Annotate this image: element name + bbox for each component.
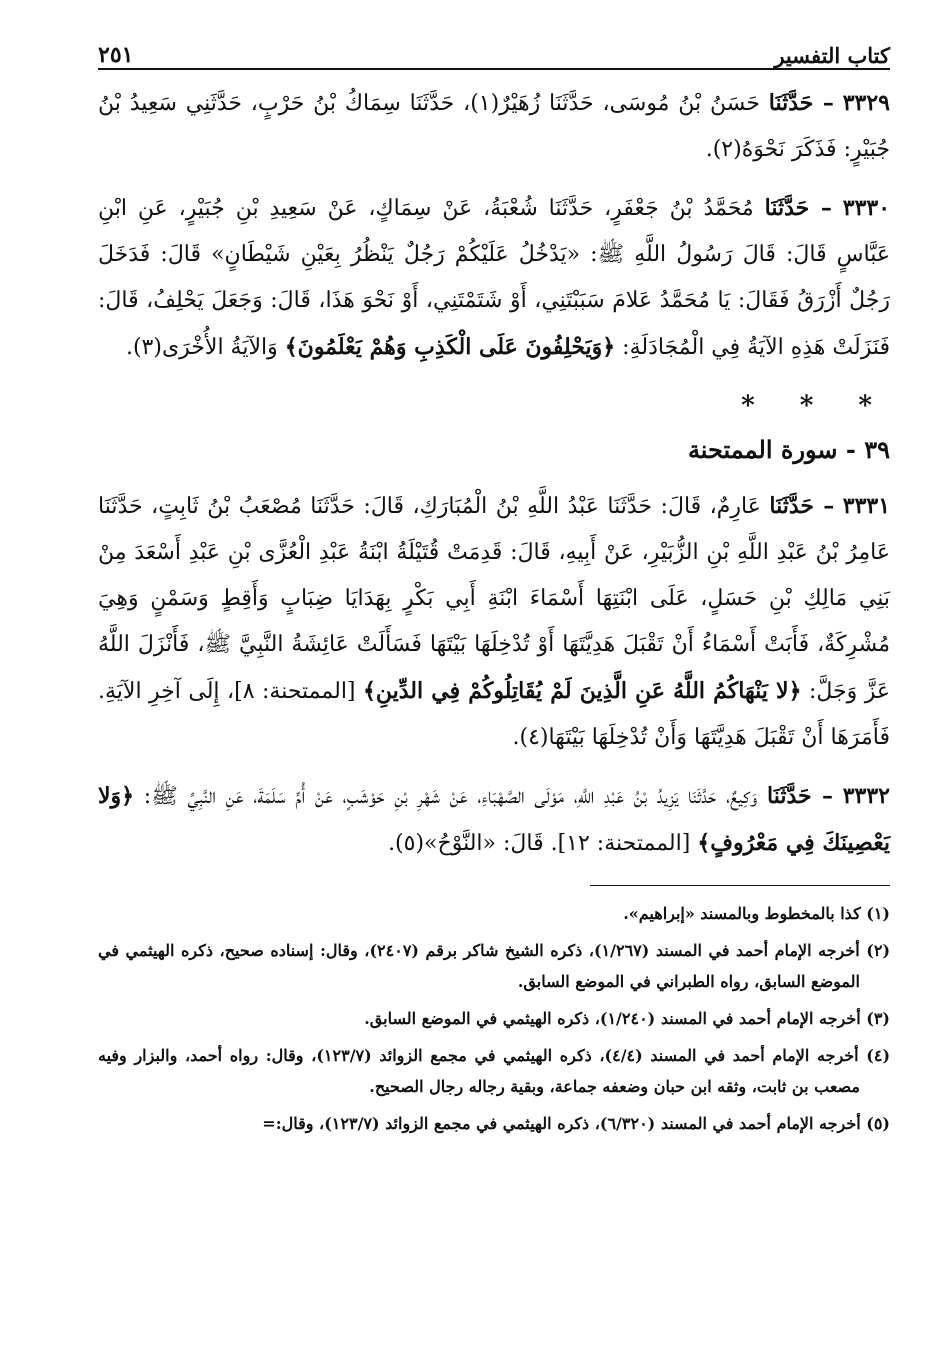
hadith-text: عَارِمٌ، قَالَ: حَدَّثَنَا عَبْدُ اللَّهِ بْنُ الْمُبَارَكِ، قَالَ: حَدَّثَنَا مُصْعَبُ بْنُ ثَابِتٍ، حَدَّثَنَا عَامِرُ بْنُ عَبْدِ اللَّهِ بْنِ الزُّبَيْرِ، عَنْ أَبِيهِ، قَالَ: قَدِمَتْ قُتَيْلَةُ ابْنَةُ عَبْدِ الْعُزَّى بْنِ عَبْدِ أَسْعَدَ مِنْ بَنِي مَالِكِ بْنِ حَسَلٍ، عَلَى ابْنَتِهَا أَسْمَاءَ ابْنَةِ أَبِي بَكْرٍ بِهَدَايَا ضِبَابٍ وَأَقِطٍ وَسَمْنٍ وَهِيَ مُشْرِكَةٌ، فَأَبَتْ أَسْمَاءُ أَنْ تَقْبَلَ هَدِيَّتَهَا أَوْ تُدْخِلَهَا بَيْتَهَا فَسَأَلَتْ عَائِشَةُ النَّبِيَّ ﷺ، فَأَنْزَلَ اللَّهُ عَزَّ وَجَلَّ: <box>98 494 890 704</box>
hadith-3331: ٣٣٣١ – حَدَّثَنَا عَارِمٌ، قَالَ: حَدَّثَنَا عَبْدُ اللَّهِ بْنُ الْمُبَارَكِ، قَالَ: حَدَّثَنَا مُصْعَبُ بْنُ ثَابِتٍ، حَدَّثَنَا عَامِرُ بْنُ عَبْدِ اللَّهِ بْنِ الزُّبَيْرِ، عَنْ أَبِيهِ، قَالَ: قَدِمَتْ قُتَيْلَةُ ابْنَةُ عَبْدِ الْعُزَّى بْنِ عَبْدِ أَسْعَدَ مِنْ بَنِي مَالِكِ بْنِ حَسَلٍ، عَلَى ابْنَتِهَا أَسْمَاءَ ابْنَةِ أَبِي بَكْرٍ بِهَدَايَا ضِبَابٍ وَأَقِطٍ وَسَمْنٍ وَهِيَ مُشْرِكَةٌ، فَأَبَتْ أَسْمَاءُ أَنْ تَقْبَلَ هَدِيَّتَهَا أَوْ تُدْخِلَهَا بَيْتَهَا فَسَأَلَتْ عَائِشَةُ النَّبِيَّ ﷺ، فَأَنْزَلَ اللَّهُ عَزَّ وَجَلَّ: ﴿لا يَنْهَاكُمُ اللَّهُ عَنِ الَّذِينَ لَمْ يُقَاتِلُوكُمْ فِي الدِّينِ﴾ [الممتحنة: ٨]، إِلَى آخِرِ الآيَةِ. فَأَمَرَهَا أَنْ تَقْبَلَ هَدِيَّتَهَا وَأَنْ تُدْخِلَهَا بَيْتَهَا(٤). <box>98 493 891 750</box>
hadith-number: ٣٣٣٠ <box>842 195 891 221</box>
hadith-lead: حَدَّثَنَا <box>768 90 814 116</box>
quran-verse: ﴿لا يَنْهَاكُمُ اللَّهُ عَنِ الَّذِينَ لَمْ يُقَاتِلُوكُمْ فِي الدِّينِ﴾ <box>363 678 802 704</box>
book-page <box>98 30 890 1358</box>
hadith-number: ٣٣٢٩ <box>842 90 890 116</box>
page-number: ٢٥١ <box>98 42 134 68</box>
hadith-number: ٣٣٣١ <box>842 493 891 519</box>
hadith-text: وَكِيعٌ، حَدَّثَنَا يَزِيدُ بْنُ عَبْدِ اللَّهِ، مَوْلَى الصَّهْبَاءِ، عَنْ شَهْرِ بْنِ حَوْشَبٍ، عَنْ أُمِّ سَلَمَةَ، عَنِ النَّبِيِّ ﷺ: <box>143 784 758 809</box>
section-divider-stars: * * * <box>741 391 890 421</box>
footnote-4: (٤) أخرجه الإمام أحمد في المسند (٤/٤)، ذكره الهيثمي في مجمع الزوائد (١٢٣/٧)، وقال: رواه أحمد، والبزار وفيه مصعب بن ثابت، وثقه ابن حبان وضعفه جماعة، وبقية رجاله رجال الصحيح. <box>98 1046 891 1096</box>
hadith-lead: حَدَّثَنَا <box>764 195 810 221</box>
hadith-3330: ٣٣٣٠ – حَدَّثَنَا مُحَمَّدُ بْنُ جَعْفَرٍ، حَدَّثَنَا شُعْبَةُ، عَنْ سِمَاكٍ، عَنْ سَعِيدِ بْنِ جُبَيْرٍ، عَنِ ابْنِ عَبَّاسٍ قَالَ: قَالَ رَسُولُ اللَّهِ ﷺ: «يَدْخُلُ عَلَيْكُمْ رَجُلٌ يَنْظُرُ بِعَيْنِ شَيْطَانٍ» قَالَ: فَدَخَلَ رَجُلٌ أَزْرَقُ فَقَالَ: يَا مُحَمَّدُ عَلامَ سَبَبْتَنِي، أَوْ شَتَمْتَنِي، أَوْ نَحْوَ هَذَا، قَالَ: وَجَعَلَ يَحْلِفُ، قَالَ: فَنَزَلَتْ هَذِهِ الآيَةُ فِي الْمُجَادَلَةِ: ﴿وَيَحْلِفُونَ عَلَى الْكَذِبِ وَهُمْ يَعْلَمُونَ﴾ وَالآيَةُ الأُخْرَى(٣). <box>98 195 891 360</box>
footnote-separator <box>590 885 890 886</box>
hadith-lead: حَدَّثَنَا <box>769 493 815 519</box>
hadith-text-after: [الممتحنة: ٨]، إِلَى آخِرِ الآيَةِ. فَأَمَرَهَا أَنْ تَقْبَلَ هَدِيَّتَهَا وَأَنْ تُدْخِلَهَا بَيْتَهَا(٤). <box>98 679 890 750</box>
hadith-number: ٣٣٣٢ <box>842 783 890 809</box>
quran-verse: ﴿وَلا يَعْصِينَكَ فِي مَعْرُوفٍ﴾ <box>98 783 890 856</box>
footnote-3: (٣) أخرجه الإمام أحمد في المسند (١/٢٤٠)، ذكره الهيثمي في الموضع السابق. <box>364 1009 890 1028</box>
hadith-text-after: [الممتحنة: ١٢]. قَالَ: «النَّوْحُ»(٥). <box>388 831 691 856</box>
hadith-3332: ٣٣٣٢ – حَدَّثَنَا وَكِيعٌ، حَدَّثَنَا يَزِيدُ بْنُ عَبْدِ اللَّهِ، مَوْلَى الصَّهْبَاءِ، عَنْ شَهْرِ بْنِ حَوْشَبٍ، عَنْ أُمِّ سَلَمَةَ، عَنِ النَّبِيِّ ﷺ: ﴿وَلا يَعْصِينَكَ فِي مَعْرُوفٍ﴾ [الممتحنة: ١٢]. قَالَ: «النَّوْحُ»(٥). <box>98 783 890 856</box>
running-header <box>98 30 890 70</box>
hadith-text: حَسَنُ بْنُ مُوسَى، حَدَّثَنَا زُهَيْرٌ(١)، حَدَّثَنَا سِمَاكُ بْنُ حَرْبٍ، حَدَّثَنِي سَعِيدُ بْنُ جُبَيْرٍ: فَذَكَرَ نَحْوَهُ(٢). <box>98 91 890 162</box>
footnotes <box>98 898 890 1139</box>
main-text <box>98 80 890 867</box>
footnote-5: (٥) أخرجه الإمام أحمد في المسند (٦/٣٢٠)، ذكره الهيثمي في مجمع الزوائد (١٢٣/٧)، وقال:= <box>262 1114 890 1133</box>
hadith-text-after: وَالآيَةُ الأُخْرَى(٣). <box>125 335 278 360</box>
hadith-lead: حَدَّثَنَا <box>766 783 812 809</box>
surah-heading: ٣٩ - سورة الممتحنة <box>687 435 890 464</box>
book-title: كتاب التفسير <box>774 43 890 68</box>
hadith-3329: ٣٣٢٩ – حَدَّثَنَا حَسَنُ بْنُ مُوسَى، حَدَّثَنَا زُهَيْرٌ(١)، حَدَّثَنَا سِمَاكُ بْنُ حَرْبٍ، حَدَّثَنِي سَعِيدُ بْنُ جُبَيْرٍ: فَذَكَرَ نَحْوَهُ(٢). <box>98 90 890 162</box>
quran-verse: ﴿وَيَحْلِفُونَ عَلَى الْكَذِبِ وَهُمْ يَعْلَمُونَ﴾ <box>284 334 616 360</box>
footnote-1: (١) كذا بالمخطوط وبالمسند «إبراهيم». <box>623 904 890 923</box>
footnote-2: (٢) أخرجه الإمام أحمد في المسند (١/٢٦٧)، ذكره الشيخ شاكر برقم (٢٤٠٧)، وقال: إسناده صحيح، ذكره الهيثمي في الموضع السابق، رواه الطبراني في الموضع السابق. <box>98 941 891 991</box>
hadith-text: مُحَمَّدُ بْنُ جَعْفَرٍ، حَدَّثَنَا شُعْبَةُ، عَنْ سِمَاكٍ، عَنْ سَعِيدِ بْنِ جُبَيْرٍ، عَنِ ابْنِ عَبَّاسٍ قَالَ: قَالَ رَسُولُ اللَّهِ ﷺ: «يَدْخُلُ عَلَيْكُمْ رَجُلٌ يَنْظُرُ بِعَيْنِ شَيْطَانٍ» قَالَ: فَدَخَلَ رَجُلٌ أَزْرَقُ فَقَالَ: يَا مُحَمَّدُ عَلامَ سَبَبْتَنِي، أَوْ شَتَمْتَنِي، أَوْ نَحْوَ هَذَا، قَالَ: وَجَعَلَ يَحْلِفُ، قَالَ: فَنَزَلَتْ هَذِهِ الآيَةُ فِي الْمُجَادَلَةِ: <box>98 196 891 360</box>
